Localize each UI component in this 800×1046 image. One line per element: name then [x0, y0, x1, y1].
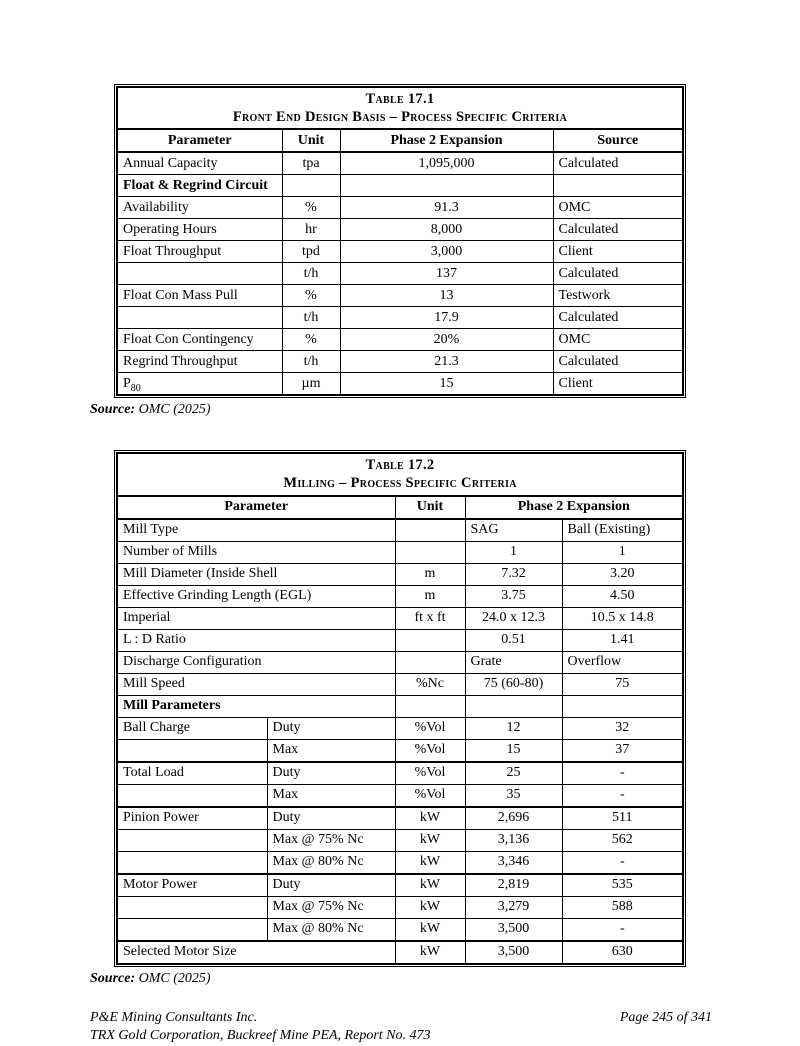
table-row — [117, 896, 683, 918]
cell-parameter: Discharge Configuration — [117, 651, 395, 673]
table1-col-parameter: Parameter — [117, 129, 282, 152]
cell-parameter: Mill Parameters — [117, 695, 395, 717]
table-row — [117, 629, 683, 651]
cell-sub-parameter: Duty — [267, 874, 395, 897]
cell-ball-value: 562 — [562, 829, 683, 851]
table-row — [117, 918, 683, 941]
cell-parameter — [117, 307, 282, 329]
table-row — [117, 807, 683, 830]
source-label: Source: — [90, 402, 135, 417]
table-row — [117, 829, 683, 851]
table-row — [117, 874, 683, 897]
cell-source: Calculated — [553, 307, 683, 329]
cell-sag-value: 7.32 — [465, 563, 562, 585]
cell-unit: kW — [395, 807, 465, 830]
table-row — [117, 563, 683, 585]
cell-ball-value: 511 — [562, 807, 683, 830]
table1-title-line2: Front End Design Basis – Process Specific Criteria — [123, 108, 677, 126]
cell-unit — [395, 519, 465, 542]
cell-ball-value — [562, 695, 683, 717]
cell-sub-parameter: Max @ 80% Nc — [267, 851, 395, 874]
table1-body — [117, 152, 683, 395]
table-row — [117, 739, 683, 762]
table-row — [117, 152, 683, 175]
cell-ball-value: - — [562, 762, 683, 785]
cell-source: Calculated — [553, 351, 683, 373]
cell-source: Client — [553, 373, 683, 396]
cell-unit: % — [282, 329, 340, 351]
cell-parameter — [117, 918, 267, 941]
cell-sag-value: 15 — [465, 739, 562, 762]
cell-sag-value: 25 — [465, 762, 562, 785]
cell-sag-value: 24.0 x 12.3 — [465, 607, 562, 629]
cell-unit — [395, 651, 465, 673]
cell-ball-value: 32 — [562, 717, 683, 739]
table-row — [117, 941, 683, 964]
cell-sag-value: 3,500 — [465, 941, 562, 964]
table-row — [117, 717, 683, 739]
cell-sub-parameter: Max @ 75% Nc — [267, 829, 395, 851]
cell-sag-value: 0.51 — [465, 629, 562, 651]
cell-unit: t/h — [282, 351, 340, 373]
cell-unit: tpa — [282, 152, 340, 175]
table-17-1 — [114, 84, 686, 398]
table-row — [117, 351, 683, 373]
cell-parameter: Float & Regrind Circuit — [117, 175, 282, 197]
cell-sag-value: 3,500 — [465, 918, 562, 941]
cell-ball-value: - — [562, 784, 683, 807]
cell-ball-value: 37 — [562, 739, 683, 762]
cell-parameter — [117, 784, 267, 807]
cell-unit — [395, 695, 465, 717]
table-row — [117, 519, 683, 542]
table2-title-row — [117, 453, 683, 495]
source-text: OMC (2025) — [139, 402, 211, 417]
cell-sag-value: 3,279 — [465, 896, 562, 918]
cell-parameter: Effective Grinding Length (EGL) — [117, 585, 395, 607]
table1-col-phase2: Phase 2 Expansion — [340, 129, 553, 152]
cell-parameter: Float Con Mass Pull — [117, 285, 282, 307]
cell-sag-value: SAG — [465, 519, 562, 542]
cell-unit — [282, 175, 340, 197]
table1-col-source: Source — [553, 129, 683, 152]
cell-unit — [395, 541, 465, 563]
cell-parameter: Total Load — [117, 762, 267, 785]
cell-source: OMC — [553, 329, 683, 351]
cell-sag-value: 75 (60-80) — [465, 673, 562, 695]
footer-company: P&E Mining Consultants Inc. — [90, 1009, 257, 1028]
cell-value: 21.3 — [340, 351, 553, 373]
table1-header-row — [117, 129, 683, 152]
cell-value: 8,000 — [340, 219, 553, 241]
table1-title-line1: Table 17.1 — [123, 90, 677, 108]
cell-unit: %Vol — [395, 784, 465, 807]
table-row — [117, 373, 683, 396]
cell-parameter: Operating Hours — [117, 219, 282, 241]
cell-sub-parameter: Duty — [267, 717, 395, 739]
table1-col-unit: Unit — [282, 129, 340, 152]
table2-title — [117, 453, 683, 495]
cell-sag-value: 3,346 — [465, 851, 562, 874]
table2-title-line2: Milling – Process Specific Criteria — [123, 474, 677, 492]
table-row — [117, 851, 683, 874]
cell-source: Calculated — [553, 263, 683, 285]
cell-unit: kW — [395, 896, 465, 918]
table-row — [117, 784, 683, 807]
cell-unit: kW — [395, 829, 465, 851]
table-row — [117, 695, 683, 717]
footer-page-number: Page 245 of 341 — [620, 1009, 712, 1028]
cell-sub-parameter: Max — [267, 784, 395, 807]
cell-sag-value: 12 — [465, 717, 562, 739]
cell-unit: tpd — [282, 241, 340, 263]
cell-ball-value: 588 — [562, 896, 683, 918]
table-row — [117, 285, 683, 307]
cell-value: 91.3 — [340, 197, 553, 219]
cell-value: 137 — [340, 263, 553, 285]
cell-ball-value: 4.50 — [562, 585, 683, 607]
cell-value: 15 — [340, 373, 553, 396]
cell-parameter: Mill Speed — [117, 673, 395, 695]
cell-value: 17.9 — [340, 307, 553, 329]
table1-source-note — [90, 402, 800, 418]
cell-sag-value — [465, 695, 562, 717]
cell-parameter: Float Throughput — [117, 241, 282, 263]
table2-col-parameter: Parameter — [117, 496, 395, 519]
cell-value — [340, 175, 553, 197]
table2-col-phase2: Phase 2 Expansion — [465, 496, 683, 519]
cell-sub-parameter: Max — [267, 739, 395, 762]
table-row — [117, 585, 683, 607]
cell-sag-value: 3.75 — [465, 585, 562, 607]
table-row — [117, 329, 683, 351]
table1-title — [117, 87, 683, 129]
cell-parameter: $P_{80}$ — [117, 373, 282, 396]
cell-ball-value: 3.20 — [562, 563, 683, 585]
cell-source: Calculated — [553, 152, 683, 175]
cell-sag-value: 3,136 — [465, 829, 562, 851]
cell-parameter — [117, 829, 267, 851]
cell-unit: % — [282, 197, 340, 219]
table-row — [117, 307, 683, 329]
cell-ball-value: 1 — [562, 541, 683, 563]
cell-value: 1,095,000 — [340, 152, 553, 175]
cell-source: OMC — [553, 197, 683, 219]
cell-parameter — [117, 851, 267, 874]
cell-parameter: Motor Power — [117, 874, 267, 897]
cell-sag-value: Grate — [465, 651, 562, 673]
table-17-2 — [114, 450, 686, 966]
cell-sub-parameter: Max @ 75% Nc — [267, 896, 395, 918]
cell-unit: kW — [395, 874, 465, 897]
cell-unit: %Nc — [395, 673, 465, 695]
cell-sag-value: 2,696 — [465, 807, 562, 830]
table-row — [117, 762, 683, 785]
cell-parameter: Pinion Power — [117, 807, 267, 830]
cell-sag-value: 2,819 — [465, 874, 562, 897]
cell-parameter: Selected Motor Size — [117, 941, 395, 964]
cell-parameter: Ball Charge — [117, 717, 267, 739]
table-row — [117, 175, 683, 197]
cell-ball-value: - — [562, 851, 683, 874]
table-row — [117, 241, 683, 263]
source-text: OMC (2025) — [139, 971, 211, 986]
cell-ball-value: Overflow — [562, 651, 683, 673]
table-row — [117, 651, 683, 673]
cell-unit: %Vol — [395, 717, 465, 739]
cell-parameter: Number of Mills — [117, 541, 395, 563]
table2-source-note — [90, 971, 800, 987]
cell-unit: %Vol — [395, 762, 465, 785]
cell-ball-value: 1.41 — [562, 629, 683, 651]
table-row — [117, 673, 683, 695]
cell-unit: µm — [282, 373, 340, 396]
table-row — [117, 263, 683, 285]
cell-parameter: Mill Type — [117, 519, 395, 542]
cell-parameter: Mill Diameter (Inside Shell — [117, 563, 395, 585]
cell-value: 3,000 — [340, 241, 553, 263]
table2-col-unit: Unit — [395, 496, 465, 519]
table-row — [117, 219, 683, 241]
cell-unit: m — [395, 563, 465, 585]
cell-unit: ft x ft — [395, 607, 465, 629]
page-footer — [90, 1009, 712, 1046]
footer-report-title: TRX Gold Corporation, Buckreef Mine PEA, Report No. 473 — [90, 1028, 431, 1043]
cell-unit — [395, 629, 465, 651]
source-label: Source: — [90, 971, 135, 986]
cell-parameter: Imperial — [117, 607, 395, 629]
cell-parameter: Regrind Throughput — [117, 351, 282, 373]
cell-unit: hr — [282, 219, 340, 241]
table-row — [117, 197, 683, 219]
cell-ball-value: 75 — [562, 673, 683, 695]
cell-value: 13 — [340, 285, 553, 307]
cell-source: Calculated — [553, 219, 683, 241]
cell-ball-value: 630 — [562, 941, 683, 964]
cell-unit: m — [395, 585, 465, 607]
cell-ball-value: - — [562, 918, 683, 941]
cell-unit: kW — [395, 918, 465, 941]
cell-source: Client — [553, 241, 683, 263]
cell-parameter — [117, 896, 267, 918]
cell-unit: t/h — [282, 307, 340, 329]
cell-sub-parameter: Duty — [267, 762, 395, 785]
table1-title-row — [117, 87, 683, 129]
cell-ball-value: 10.5 x 14.8 — [562, 607, 683, 629]
cell-parameter: Float Con Contingency — [117, 329, 282, 351]
table2-body — [117, 519, 683, 964]
cell-ball-value: 535 — [562, 874, 683, 897]
cell-parameter — [117, 263, 282, 285]
cell-parameter — [117, 739, 267, 762]
table2-header-row — [117, 496, 683, 519]
cell-unit: % — [282, 285, 340, 307]
cell-ball-value: Ball (Existing) — [562, 519, 683, 542]
table2-title-line1: Table 17.2 — [123, 456, 677, 474]
cell-source — [553, 175, 683, 197]
cell-sub-parameter: Duty — [267, 807, 395, 830]
cell-sub-parameter: Max @ 80% Nc — [267, 918, 395, 941]
table-row — [117, 607, 683, 629]
cell-source: Testwork — [553, 285, 683, 307]
cell-unit: t/h — [282, 263, 340, 285]
table-row — [117, 541, 683, 563]
cell-unit: kW — [395, 941, 465, 964]
cell-unit: kW — [395, 851, 465, 874]
cell-unit: %Vol — [395, 739, 465, 762]
cell-parameter: Annual Capacity — [117, 152, 282, 175]
cell-parameter: Availability — [117, 197, 282, 219]
cell-value: 20% — [340, 329, 553, 351]
cell-sag-value: 1 — [465, 541, 562, 563]
cell-parameter: L : D Ratio — [117, 629, 395, 651]
cell-sag-value: 35 — [465, 784, 562, 807]
